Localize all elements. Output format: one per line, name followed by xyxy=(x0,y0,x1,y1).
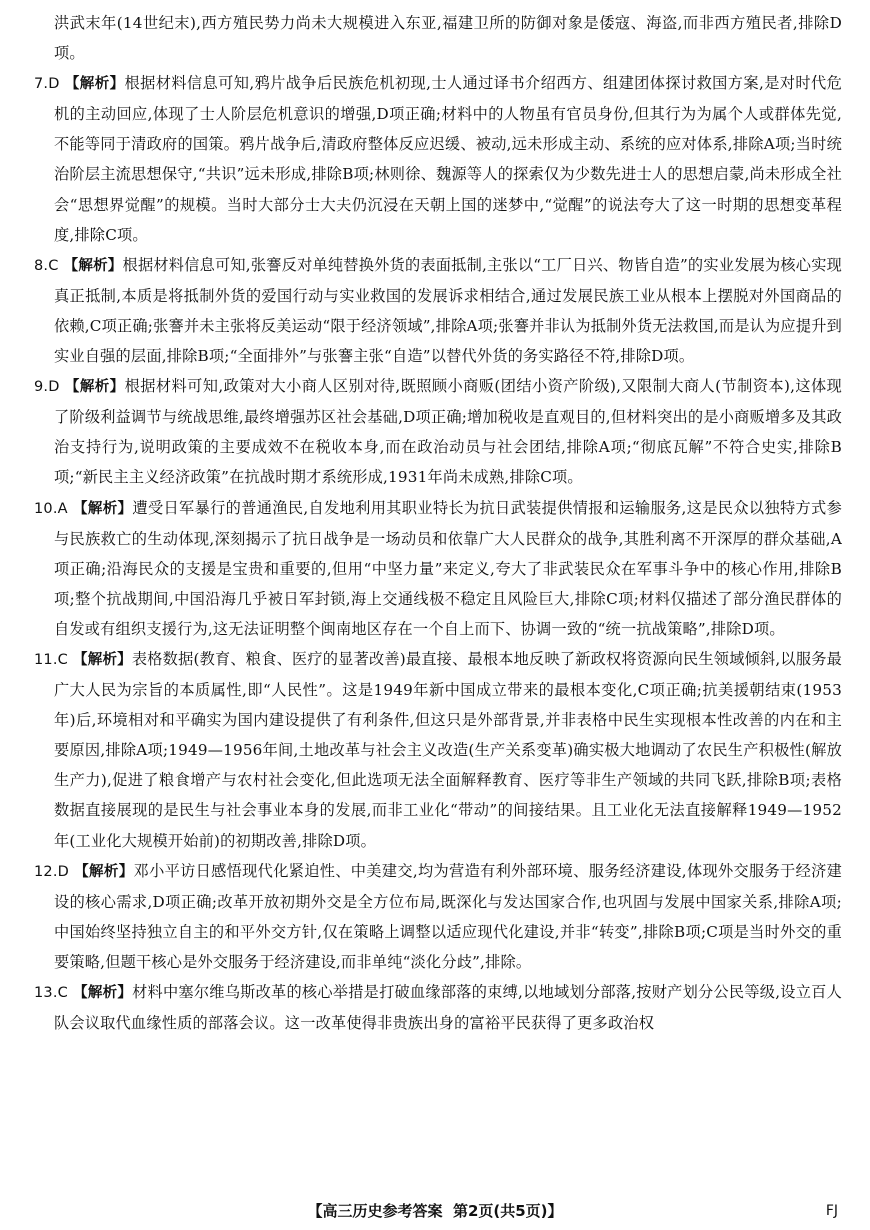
analysis-text: 根据材料信息可知,鸦片战争后民族危机初现,士人通过译书介绍西方、组建团体探讨救国方案,是对时代危机的主动回应,体现了士人阶层危机意识的增强,D项正确;材料中的人物虽有官员身份,但其行为为属个人或群体先觉,不能等同于清政府的国策。鸦片战争后,清政府整体反应迟缓、被动,远未形成主动、系统的应对体系,排除A项;当时统治阶层主流思想保守,“共识”远未形成,排除B项;林则徐、魏源等人的探索仅为少数先进士人的思想启蒙,尚未形成全社会“思想界觉醒”的规模。当时大部分士大夫仍沉浸在天朝上国的迷梦中,“觉醒”的说法夸大了这一时期的思想变革程度,排除C项。 xyxy=(54,74,842,244)
intro-continuation: 洪武末年(14世纪末),西方殖民势力尚未大规模进入东亚,福建卫所的防御对象是倭寇、海盗,而非西方殖民者,排除D项。 xyxy=(54,14,842,63)
answer-item-13 xyxy=(34,977,842,1038)
answer-item-9 xyxy=(34,371,842,492)
page-content xyxy=(34,8,842,1038)
analysis-tag: 【解析】 xyxy=(73,985,133,1001)
question-number: 10. xyxy=(34,500,58,517)
answer-letter: A xyxy=(57,500,68,517)
answer-item-7 xyxy=(34,68,842,250)
analysis-text: 表格数据(教育、粮食、医疗的显著改善)最直接、最根本地反映了新政权将资源向民生领域倾斜,以服务最广大人民为宗旨的本质属性,即“人民性”。这是1949年新中国成立带来的最根本变化,C项正确;抗美援朝结束(1953年)后,环境相对和平确实为国内建设提供了有利条件,但这只是外部背景,并非表格中民生实现根本性改善的内在和主要原因,排除A项;1949—1956年间,土地改革与社会主义改造(生产关系变革)确实极大地调动了农民生产积极性(解放生产力),促进了粮食增产与农村社会变化,但此选项无法全面解释教育、医疗等非生产领域的共同飞跃,排除B项;表格数据直接展现的是民生与社会事业本身的发展,而非工业化“带动”的间接结果。且工业化无法直接解释1949—1952年(工业化大规模开始前)的初期改善,排除D项。 xyxy=(54,649,843,850)
analysis-text: 材料中塞尔维乌斯改革的核心举措是打破血缘部落的束缚,以地域划分部落,按财产划分公民等级,设立百人队会议取代血缘性质的部落会议。这一改革使得非贵族出身的富裕平民获得了更多政治权 xyxy=(54,983,843,1033)
question-number: 8. xyxy=(34,257,49,274)
question-number: 12. xyxy=(34,863,58,880)
analysis-tag: 【解析】 xyxy=(64,379,125,396)
question-number: 13. xyxy=(34,985,58,1001)
page-footer xyxy=(0,1196,870,1226)
footer-center xyxy=(0,1196,870,1226)
footer-title: 【高三历史参考答案 xyxy=(307,1202,443,1220)
footer-code: FJ xyxy=(825,1203,838,1219)
answer-item-12 xyxy=(34,856,842,977)
question-number: 9. xyxy=(34,379,49,396)
answer-letter: D xyxy=(57,863,70,880)
answer-letter: C xyxy=(57,651,68,668)
analysis-tag: 【解析】 xyxy=(72,500,133,517)
answer-item-11 xyxy=(34,644,842,856)
analysis-text: 根据材料可知,政策对大小商人区别对待,既照顾小商贩(团结小资产阶级),又限制大商人(节制资本),这体现了阶级利益调节与统战思维,最终增强苏区社会基础,D项正确;增加税收是直观目的,但材料突出的是小商贩增多及其政治支持行为,说明政策的主要成效不在税收本身,而在政治动员与社会团结,排除A项;“彻底瓦解”不符合史实,排除B项;“新民主主义经济政策”在抗战时期才系统形成,1931年尚未成熟,排除C项。 xyxy=(54,377,842,487)
answer-item-8 xyxy=(34,250,842,371)
analysis-tag: 【解析】 xyxy=(63,257,123,274)
answer-letter: D xyxy=(48,379,60,396)
analysis-tag: 【解析】 xyxy=(64,76,125,93)
answer-letter: D xyxy=(48,76,60,93)
analysis-tag: 【解析】 xyxy=(74,863,134,880)
answer-item-10 xyxy=(34,493,842,644)
analysis-text: 根据材料信息可知,张謇反对单纯替换外货的表面抵制,主张以“工厂日兴、物皆自造”的实业发展为核心实现真正抵制,本质是将抵制外货的爱国行动与实业救国的发展诉求相结合,通过发展民族工业从根本上摆脱对外国商品的依赖,C项正确;张謇并未主张将反美运动“限于经济领域”,排除A项;张謇并非认为抵制外货无法救国,而是认为应提升到实业自强的层面,排除B项;“全面排外”与张謇主张“自造”以替代外货的务实路径不符,排除D项。 xyxy=(54,255,842,366)
analysis-text: 邓小平访日感悟现代化紧迫性、中美建交,均为营造有利外部环境、服务经济建设,体现外交服务于经济建设的核心需求,D项正确;改革开放初期外交是全方位布局,既深化与发达国家合作,也巩固与发展中国家关系,排除A项;中国始终坚持独立自主的和平外交方针,仅在策略上调整以适应现代化建设,并非“转变”,排除B项;C项是当时外交的重要策略,但题干核心是外交服务于经济建设,而非单纯“淡化分歧”,排除。 xyxy=(54,861,843,971)
analysis-text: 遭受日军暴行的普通渔民,自发地利用其职业特长为抗日武装提供情报和运输服务,这是民众以独特方式参与民族救亡的生动体现,深刻揭示了抗日战争是一场动员和依靠广大人民群众的战争,其胜利离不开深厚的群众基础,A项正确;沿海民众的支援是宝贵和重要的,但用“中坚力量”来定义,夸大了非武装民众在军事斗争中的核心作用,排除B项;整个抗战期间,中国沿海几乎被日军封锁,海上交通线极不稳定且风险巨大,排除C项;材料仅描述了部分渔民群体的自发或有组织支援行为,这无法证明整个闽南地区存在一个自上而下、协调一致的“统一抗战策略”,排除D项。 xyxy=(54,498,842,638)
question-number: 11. xyxy=(34,651,58,668)
question-number: 7. xyxy=(34,76,49,93)
footer-page-number: 第2页(共5页)】 xyxy=(452,1202,563,1220)
analysis-tag: 【解析】 xyxy=(73,651,132,668)
answer-letter: C xyxy=(57,985,68,1001)
answer-letter: C xyxy=(48,257,59,274)
